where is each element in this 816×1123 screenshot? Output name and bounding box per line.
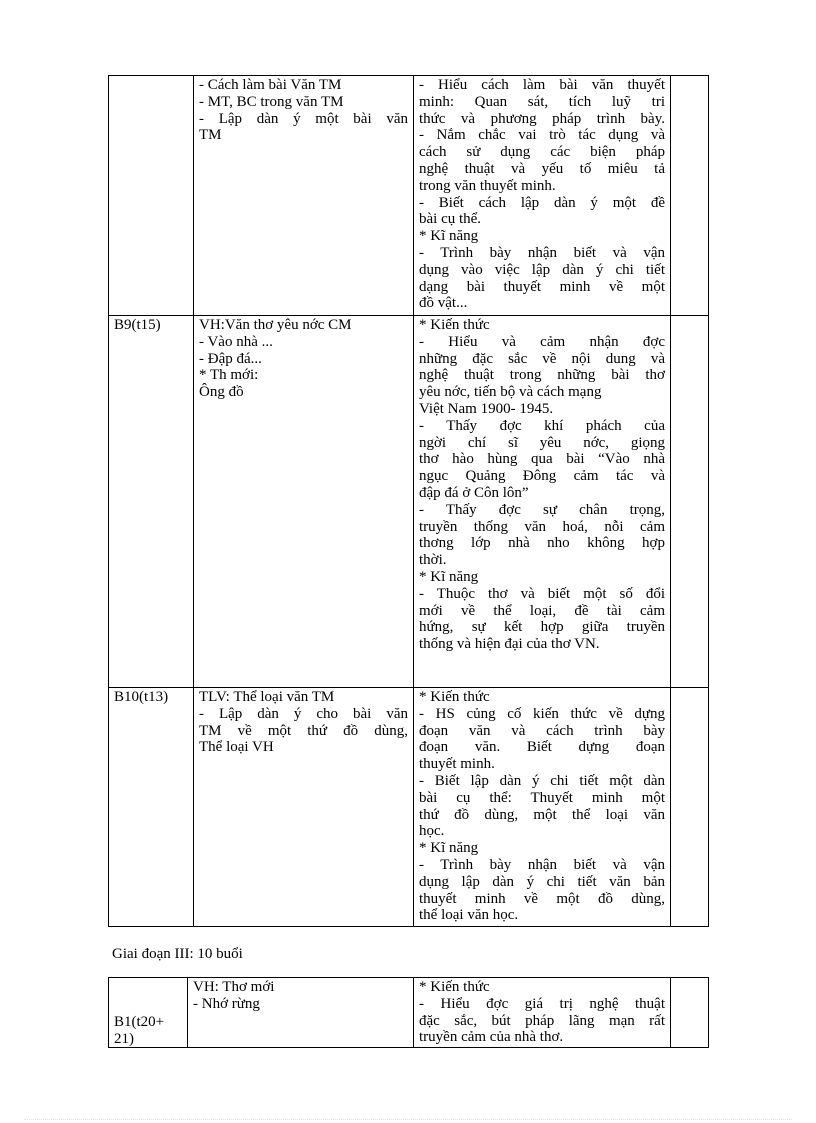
week-line: B1(t20+ (114, 1014, 165, 1030)
goal-line: bài cụ thể: Thuyết minh một (419, 789, 665, 806)
table-row (109, 978, 709, 1048)
content-line: Ông đồ (199, 384, 244, 401)
week-cell (109, 76, 194, 316)
week-cell (109, 978, 188, 1048)
goal-line: dụng vào việc lập dàn ý chi tiết (419, 261, 665, 278)
goal-line: cách sử dụng các biện pháp (419, 144, 665, 161)
goal-line: bài cụ thể. (419, 211, 482, 228)
goal-line: - Thuộc thơ và biết một số đổi (419, 585, 665, 602)
goal-line: truyền cảm của nhà thơ. (419, 1029, 564, 1046)
goals-cell (414, 76, 671, 316)
notes-cell (671, 688, 709, 927)
goal-line: nghệ thuật trong những bài thơ (419, 367, 665, 384)
goal-line: thuyết minh. (419, 756, 495, 773)
content-line: - Vào nhà ... (199, 333, 273, 350)
goal-line: đặc sắc, bút pháp lãng mạn rất (419, 1012, 665, 1029)
goal-line: đoạn văn. Biết dựng đoạn (419, 739, 665, 756)
content-line: Thể loại VH (199, 739, 274, 756)
content-line: TM về một thứ đồ dùng, (199, 722, 408, 739)
lesson-plan-table-stage-3 (108, 977, 709, 1048)
week-cell: B9(t15) (109, 316, 194, 688)
goal-line: đồ vật... (419, 295, 468, 312)
content-line: - Lập dàn ý cho bài văn (199, 705, 408, 722)
notes-cell (671, 76, 709, 316)
notes-cell (671, 316, 709, 688)
content-line: - Lập dàn ý một bài văn (199, 110, 408, 127)
goal-line: yêu nớc, tiến bộ và cách mạng (419, 384, 602, 401)
goal-line: minh: Quan sát, tích luỹ tri (419, 93, 665, 110)
goal-line: * Kĩ năng (419, 228, 479, 245)
content-line: VH: Thơ mới (193, 979, 275, 995)
goal-line: thơ hào hùng qua bài “Vào nhà (419, 451, 665, 468)
goal-line: truyền thống văn hoá, nỗi cảm (419, 518, 665, 535)
goal-line: - Thấy đợc sự chân trọng, (419, 501, 665, 518)
goal-line: ngời chí sĩ yêu nớc, giọng (419, 434, 665, 451)
content-line: - MT, BC trong văn TM (199, 93, 344, 110)
goal-line: thức và phương pháp trình bày. (419, 110, 665, 127)
goal-line: thống và hiện đại của thơ VN. (419, 636, 600, 653)
goal-line: - Hiểu đợc giá trị nghệ thuật (419, 995, 665, 1012)
goal-line: đập đá ở Côn lôn” (419, 484, 529, 501)
table-row (109, 688, 709, 927)
goal-line: thứ đồ dùng, một thể loại văn (419, 806, 665, 823)
content-line: - Nhớ rừng (193, 995, 260, 1012)
goal-line: - Hiểu và cảm nhận đợc (419, 333, 665, 350)
page-edge-divider (24, 1119, 792, 1120)
goal-line: mới về thể loại, đề tài cảm (419, 602, 665, 619)
goal-line: đoạn văn và cách trình bày (419, 722, 665, 739)
goal-line: - Thấy đợc khí phách của (419, 417, 665, 434)
content-cell (194, 688, 414, 927)
notes-cell (671, 978, 709, 1048)
goal-line: những đặc sắc về nội dung và (419, 350, 665, 367)
goal-line: nghệ thuật và yếu tố miêu tả (419, 160, 665, 177)
stage-heading: Giai đoạn III: 10 buổi (112, 946, 243, 962)
content-line: * Th mới: (199, 367, 259, 384)
goal-line: thuyết minh về một đồ dùng, (419, 890, 665, 907)
week-cell: B10(t13) (109, 688, 194, 927)
goal-line: dạng bài thuyết minh về một (419, 278, 665, 295)
goal-line: - Biết cách lập dàn ý một đề (419, 194, 665, 211)
goal-line: hứng, sự kết hợp giữa truyền (419, 619, 665, 636)
goal-line: ngục Quảng Đông cảm tác và (419, 468, 665, 485)
content-line: TM (199, 127, 222, 144)
table-row (109, 76, 709, 316)
content-cell (188, 978, 414, 1048)
goals-cell (414, 316, 671, 688)
goal-line: - Nắm chắc vai trò tác dụng và (419, 127, 665, 144)
goal-line: dụng lập dàn ý chi tiết văn bản (419, 873, 665, 890)
goal-line: * Kiến thức (419, 979, 490, 995)
goal-line: - Trình bày nhận biết và vận (419, 244, 665, 261)
goal-line: Việt Nam 1900- 1945. (419, 400, 554, 417)
goal-line: thơng lớp nhà nho không hợp (419, 535, 665, 552)
goals-cell (414, 688, 671, 927)
goal-line: thời. (419, 552, 447, 569)
content-line: - Cách làm bài Văn TM (199, 77, 342, 93)
goal-line: thể loại văn học. (419, 907, 519, 924)
goal-line: học. (419, 823, 445, 840)
lesson-plan-table (108, 75, 709, 927)
goal-line: - Biết lập dàn ý chi tiết một dàn (419, 772, 665, 789)
content-line: VH:Văn thơ yêu nớc CM (199, 317, 352, 333)
goal-line: - Hiểu cách làm bài văn thuyết (419, 77, 665, 93)
content-line: TLV: Thể loại văn TM (199, 689, 335, 705)
goal-line: * Kiến thức (419, 317, 490, 333)
content-line: - Đập đá... (199, 350, 262, 367)
goals-cell (414, 978, 671, 1048)
week-line: 21) (114, 1030, 134, 1047)
content-cell (194, 76, 414, 316)
goal-line: * Kĩ năng (419, 568, 479, 585)
table-row (109, 316, 709, 688)
goal-line: trong văn thuyết minh. (419, 177, 556, 194)
goal-line: - Trình bày nhận biết và vận (419, 856, 665, 873)
content-cell (194, 316, 414, 688)
goal-line: * Kiến thức (419, 689, 490, 705)
goal-line: * Kĩ năng (419, 840, 479, 857)
goal-line: - HS củng cố kiến thức về dựng (419, 705, 665, 722)
